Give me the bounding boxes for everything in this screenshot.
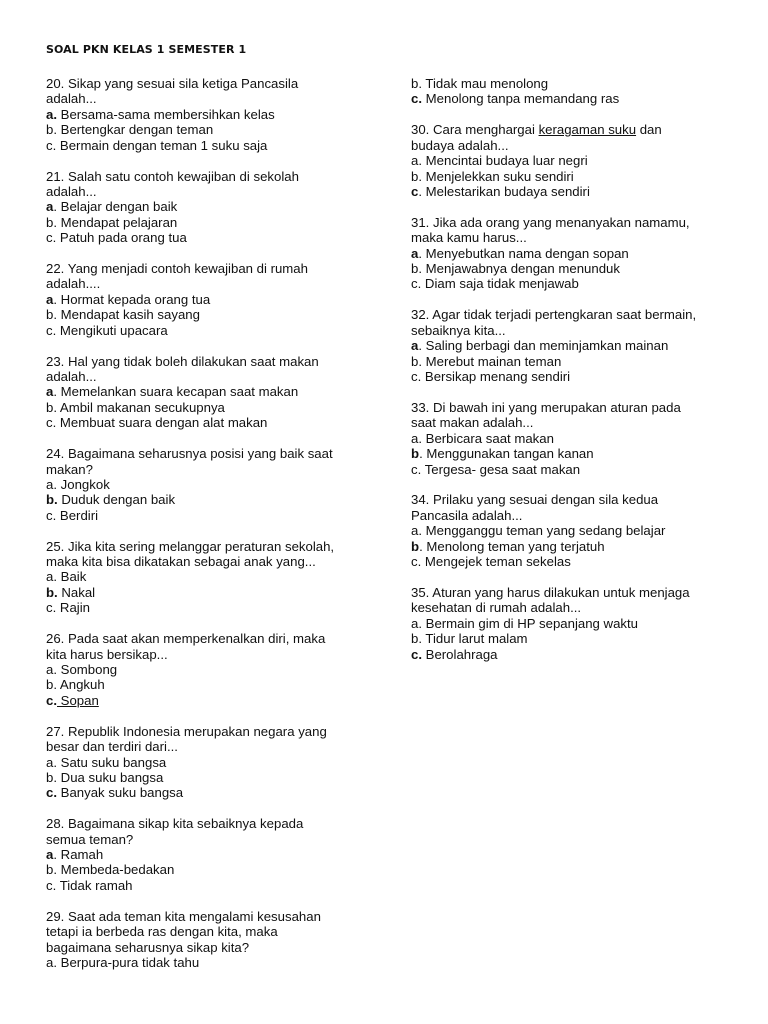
question-text: 25. Jika kita sering melanggar peraturan sekolah, [46, 538, 335, 554]
option-text: Berbicara saat makan [422, 430, 554, 446]
question-text: besar dan terdiri dari... [46, 739, 178, 755]
answer-option [46, 785, 376, 800]
option-text: Tidak mau menolong [422, 76, 549, 91]
answer-option [411, 523, 731, 538]
option-letter: a. [46, 754, 57, 770]
option-letter: c. [46, 230, 57, 246]
answer-option [46, 307, 376, 322]
option-text: Mengejek teman sekelas [421, 554, 571, 570]
answer-option [46, 693, 376, 708]
option-letter: c. [411, 554, 422, 570]
question-text: 22. Yang menjadi contoh kewajiban di rumah [46, 261, 308, 277]
answer-option [46, 138, 376, 153]
option-text: . Menyebutkan nama dengan sopan [418, 245, 629, 261]
option-letter: b. [46, 122, 57, 138]
option-text: Banyak suku bangsa [57, 785, 184, 801]
option-letter: a [411, 245, 419, 261]
question-block [411, 122, 731, 199]
answer-option [46, 508, 376, 523]
question-text: makan? [46, 461, 93, 477]
answer-option [411, 153, 731, 168]
option-text: Berpura-pura tidak tahu [57, 955, 200, 970]
answer-option [46, 199, 376, 214]
answer-option [46, 878, 376, 893]
answer-option [46, 400, 376, 415]
question-block [411, 400, 731, 477]
question-text: maka kita bisa dikatakan sebagai anak yang... [46, 554, 316, 570]
question-text: 34. Prilaku yang sesuai dengan sila kedua [411, 492, 659, 508]
answer-option [46, 292, 376, 307]
option-text: Diam saja tidak menjawab [421, 276, 579, 292]
answer-option [46, 755, 376, 770]
question-block [46, 446, 376, 523]
question-text: 32. Agar tidak terjadi pertengkaran saat bermain, [411, 307, 697, 323]
question-text: 28. Bagaimana sikap kita sebaiknya kepada [46, 816, 304, 832]
underlined-phrase: keragaman suku [538, 122, 637, 138]
option-text: . Hormat kepada orang tua [53, 291, 211, 307]
answer-option [46, 492, 376, 507]
option-text: Mendapat pelajaran [57, 214, 178, 230]
answer-option [411, 276, 731, 291]
option-text: Merebut mainan teman [422, 353, 562, 369]
question-text: 31. Jika ada orang yang menanyakan namamu, [411, 214, 690, 230]
option-text: Berolahraga [422, 646, 498, 662]
answer-option [46, 230, 376, 245]
question-text: sebaiknya kita... [411, 322, 506, 338]
option-letter: b. [46, 862, 57, 878]
answer-option [46, 585, 376, 600]
option-letter: a. [46, 569, 57, 585]
question-block [411, 307, 731, 384]
option-text: Menjelekkan suku sendiri [422, 168, 574, 184]
option-letter: b [411, 446, 420, 462]
option-text: Bersama-sama membersihkan kelas [57, 106, 275, 122]
question-text: 29. Saat ada teman kita mengalami kesusahan [46, 908, 321, 924]
answer-option [46, 107, 376, 122]
option-letter: b. [46, 214, 57, 230]
option-text: Mengikuti upacara [56, 322, 168, 338]
answer-option [411, 462, 731, 477]
option-text: Duduk dengan baik [57, 492, 176, 508]
option-text: . Belajar dengan baik [53, 199, 178, 215]
option-letter: a. [46, 662, 57, 677]
question-text: saat makan adalah... [411, 415, 534, 431]
answer-option [411, 431, 731, 446]
question-block [411, 585, 731, 662]
option-letter: c. [411, 369, 422, 384]
answer-option [411, 647, 731, 662]
question-block [46, 169, 376, 246]
answer-option [46, 384, 376, 399]
answer-option [46, 862, 376, 877]
question-text: Pancasila adalah... [411, 507, 523, 523]
question-text: 20. Sikap yang sesuai sila ketiga Pancasila [46, 76, 299, 91]
answer-option [411, 261, 731, 276]
option-letter: c. [46, 600, 57, 616]
answer-option [411, 184, 731, 199]
question-text-part: dan [636, 122, 662, 138]
option-text: Tidak ramah [56, 877, 133, 893]
option-letter: c. [46, 415, 57, 431]
option-letter: b. [46, 677, 57, 693]
answer-option [411, 246, 731, 261]
question-block [411, 76, 731, 107]
answer-option [46, 415, 376, 430]
answer-option [46, 323, 376, 338]
option-text: Tergesa- gesa saat makan [421, 461, 581, 477]
right-column [411, 76, 731, 678]
answer-option [46, 600, 376, 615]
option-letter: c. [46, 785, 57, 801]
question-text: bagaimana seharusnya sikap kita? [46, 939, 250, 955]
option-letter: a. [411, 153, 422, 169]
option-letter: c. [46, 877, 57, 893]
answer-option [411, 76, 731, 91]
option-letter: a. [46, 476, 57, 492]
answer-option [46, 770, 376, 785]
answer-option [46, 847, 376, 862]
question-text: adalah.... [46, 276, 101, 292]
question-block [46, 354, 376, 431]
option-text: Membuat suara dengan alat makan [56, 415, 268, 431]
option-letter: a. [411, 430, 422, 446]
option-text: Baik [57, 569, 87, 585]
question-block [46, 816, 376, 893]
answer-option [411, 554, 731, 569]
option-text: Membeda-bedakan [57, 862, 175, 878]
question-text: semua teman? [46, 831, 134, 847]
question-text [411, 122, 731, 137]
option-text: Menolong tanpa memandang ras [422, 91, 620, 107]
answer-option [46, 677, 376, 692]
option-text: Mengganggu teman yang sedang belajar [422, 523, 666, 539]
question-text-part: 30. Cara menghargai [411, 122, 539, 138]
option-text: Patuh pada orang tua [56, 230, 187, 246]
option-text: . Memelankan suara kecapan saat makan [53, 384, 299, 400]
answer-option [46, 569, 376, 584]
option-text: Ambil makanan secukupnya [57, 399, 225, 415]
question-text: 35. Aturan yang harus dilakukan untuk menjaga [411, 584, 690, 600]
option-text: Dua suku bangsa [57, 769, 164, 785]
option-letter: a [46, 384, 54, 400]
answer-option [46, 122, 376, 137]
option-text: Angkuh [57, 677, 105, 693]
question-text: adalah... [46, 91, 97, 107]
option-text: Mencintai budaya luar negri [422, 153, 588, 169]
option-letter: b. [411, 76, 422, 91]
option-letter: c. [411, 461, 422, 477]
answer-option [411, 354, 731, 369]
option-letter: b. [46, 399, 57, 415]
option-letter: c [411, 183, 419, 199]
question-text: kita harus bersikap... [46, 646, 168, 662]
question-block [411, 215, 731, 292]
answer-option [411, 369, 731, 384]
answer-option [46, 662, 376, 677]
option-letter: a [46, 847, 54, 863]
answer-option [46, 955, 376, 970]
question-text: adalah... [46, 183, 97, 199]
option-letter: b. [411, 631, 422, 647]
answer-option [411, 446, 731, 461]
option-letter: c. [411, 276, 422, 292]
answer-option [411, 616, 731, 631]
option-letter: b. [46, 492, 58, 508]
answer-option [411, 91, 731, 106]
option-letter: a. [46, 955, 57, 970]
option-text: . Ramah [53, 847, 104, 863]
option-text: Sombong [57, 662, 118, 677]
question-text: 21. Salah satu contoh kewajiban di sekolah [46, 168, 299, 184]
question-block [411, 492, 731, 569]
option-letter: c. [411, 91, 422, 107]
question-text: kesehatan di rumah adalah... [411, 600, 582, 616]
question-text: 33. Di bawah ini yang merupakan aturan pada [411, 399, 681, 415]
answer-option [46, 215, 376, 230]
option-text: . Melestarikan budaya sendiri [418, 183, 590, 199]
option-text: Bersikap menang sendiri [421, 369, 571, 384]
option-letter: b. [411, 353, 422, 369]
option-letter: b [411, 538, 420, 554]
option-text: Tidur larut malam [422, 631, 528, 647]
left-column [46, 76, 376, 986]
option-letter: b. [411, 168, 422, 184]
option-text: . Menolong teman yang terjatuh [419, 538, 605, 554]
answer-option [411, 338, 731, 353]
question-block [46, 909, 376, 971]
question-block [46, 261, 376, 338]
question-block [46, 631, 376, 708]
question-block [46, 539, 376, 616]
answer-option [411, 631, 731, 646]
option-letter: c. [46, 507, 57, 523]
document-title: SOAL PKN KELAS 1 SEMESTER 1 [46, 43, 247, 56]
question-text: adalah... [46, 369, 97, 384]
option-text: . Saling berbagi dan meminjamkan mainan [418, 338, 669, 354]
option-letter: c. [46, 322, 57, 338]
question-text: maka kamu harus... [411, 230, 527, 246]
option-text: Bermain dengan teman 1 suku saja [56, 137, 268, 153]
option-letter: a. [46, 106, 57, 122]
question-block [46, 724, 376, 801]
question-text: 27. Republik Indonesia merupakan negara yang [46, 723, 327, 739]
option-text: Satu suku bangsa [57, 754, 167, 770]
option-text: . Menggunakan tangan kanan [419, 446, 594, 462]
option-letter: b. [411, 261, 422, 277]
option-text: Menjawabnya dengan menunduk [422, 261, 620, 277]
option-text: Nakal [57, 584, 96, 600]
question-text: budaya adalah... [411, 137, 509, 153]
option-text: Jongkok [57, 476, 110, 492]
option-text: Berdiri [56, 507, 99, 523]
option-letter: c. [46, 137, 57, 153]
option-letter: a. [411, 523, 422, 539]
option-letter: a. [411, 615, 422, 631]
option-letter: c. [411, 646, 422, 662]
option-letter: b. [46, 769, 57, 785]
question-text: 24. Bagaimana seharusnya posisi yang baik saat [46, 446, 333, 462]
option-letter: b. [46, 307, 57, 323]
option-text: Rajin [56, 600, 90, 616]
option-text: Mendapat kasih sayang [57, 307, 200, 323]
question-block [46, 76, 376, 153]
option-letter: b. [46, 584, 58, 600]
question-text: 26. Pada saat akan memperkenalkan diri, maka [46, 631, 326, 647]
answer-option [411, 169, 731, 184]
question-text: 23. Hal yang tidak boleh dilakukan saat makan [46, 353, 319, 369]
option-text: Bertengkar dengan teman [57, 122, 214, 138]
question-text: tetapi ia berbeda ras dengan kita, maka [46, 924, 278, 940]
option-text: Bermain gim di HP sepanjang waktu [422, 615, 638, 631]
answer-option [46, 477, 376, 492]
option-letter: c. [46, 692, 57, 708]
option-letter: a [46, 199, 54, 215]
option-letter: a [46, 291, 54, 307]
answer-option [411, 539, 731, 554]
option-text: Sopan [57, 692, 99, 708]
option-letter: a [411, 338, 419, 354]
